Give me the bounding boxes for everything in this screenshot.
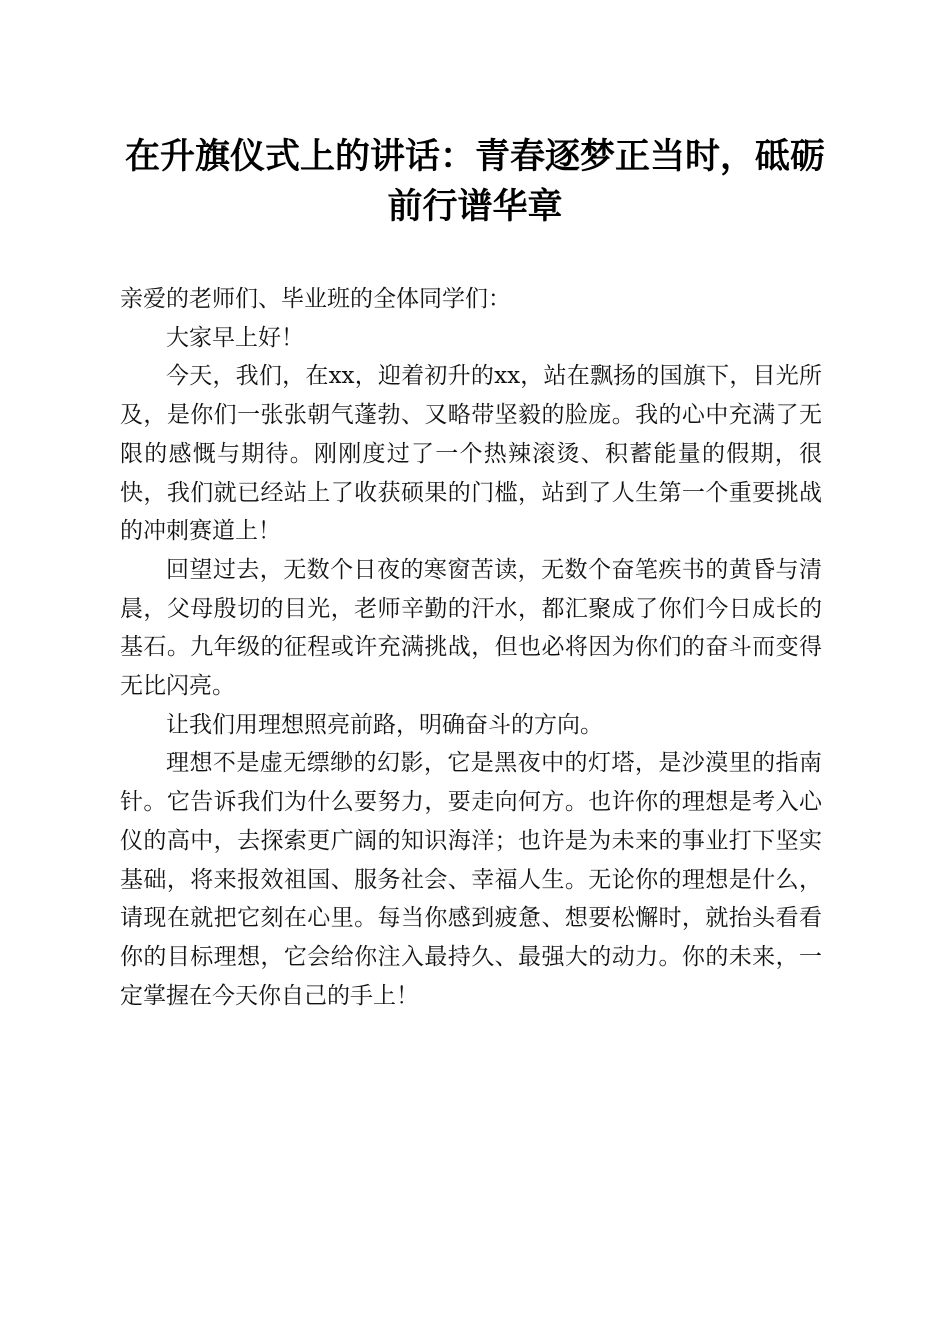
salutation: 亲爱的老师们、毕业班的全体同学们： (120, 286, 511, 312)
document-title: 在升旗仪式上的讲话：青春逐梦正当时，砥砺前行谱华章 (124, 136, 825, 227)
paragraph: 让我们用理想照亮前路，明确奋斗的方向。 (166, 711, 603, 738)
paragraph: 今天，我们，在xx，迎着初升的xx，站在飘扬的国旗下，目光所及，是你们一张张朝气蓬勃、又略带坚毅的脸庞。我的心中充满了无限的感慨与期待。刚刚度过了一个热辣滚烫、积蓄能量的假期，很快，我们就已经站上了收获硕果的门槛，站到了人生第一个重要挑战的冲刺赛道上！ (120, 363, 822, 545)
paragraph: 理想不是虚无缥缈的幻影，它是黑夜中的灯塔，是沙漠里的指南针。它告诉我们为什么要努力，要走向何方。也许你的理想是考入心仪的高中，去探索更广阔的知识海洋；也许是为未来的事业打下坚实基础，将来报效祖国、服务社会、幸福人生。无论你的理想是什么，请现在就把它刻在心里。每当你感到疲惫、想要松懈时，就抬头看看你的目标理想，它会给你注入最持久、最强大的动力。你的未来，一定掌握在今天你自己的手上！ (120, 750, 822, 1009)
greeting: 大家早上好！ (166, 324, 304, 351)
paragraph: 回望过去，无数个日夜的寒窗苦读，无数个奋笔疾书的黄昏与清晨，父母殷切的目光，老师辛勤的汗水，都汇聚成了你们今日成长的基石。九年级的征程或许充满挑战，但也必将因为你们的奋斗而变得无比闪亮。 (120, 556, 822, 700)
document-body (120, 280, 822, 1015)
